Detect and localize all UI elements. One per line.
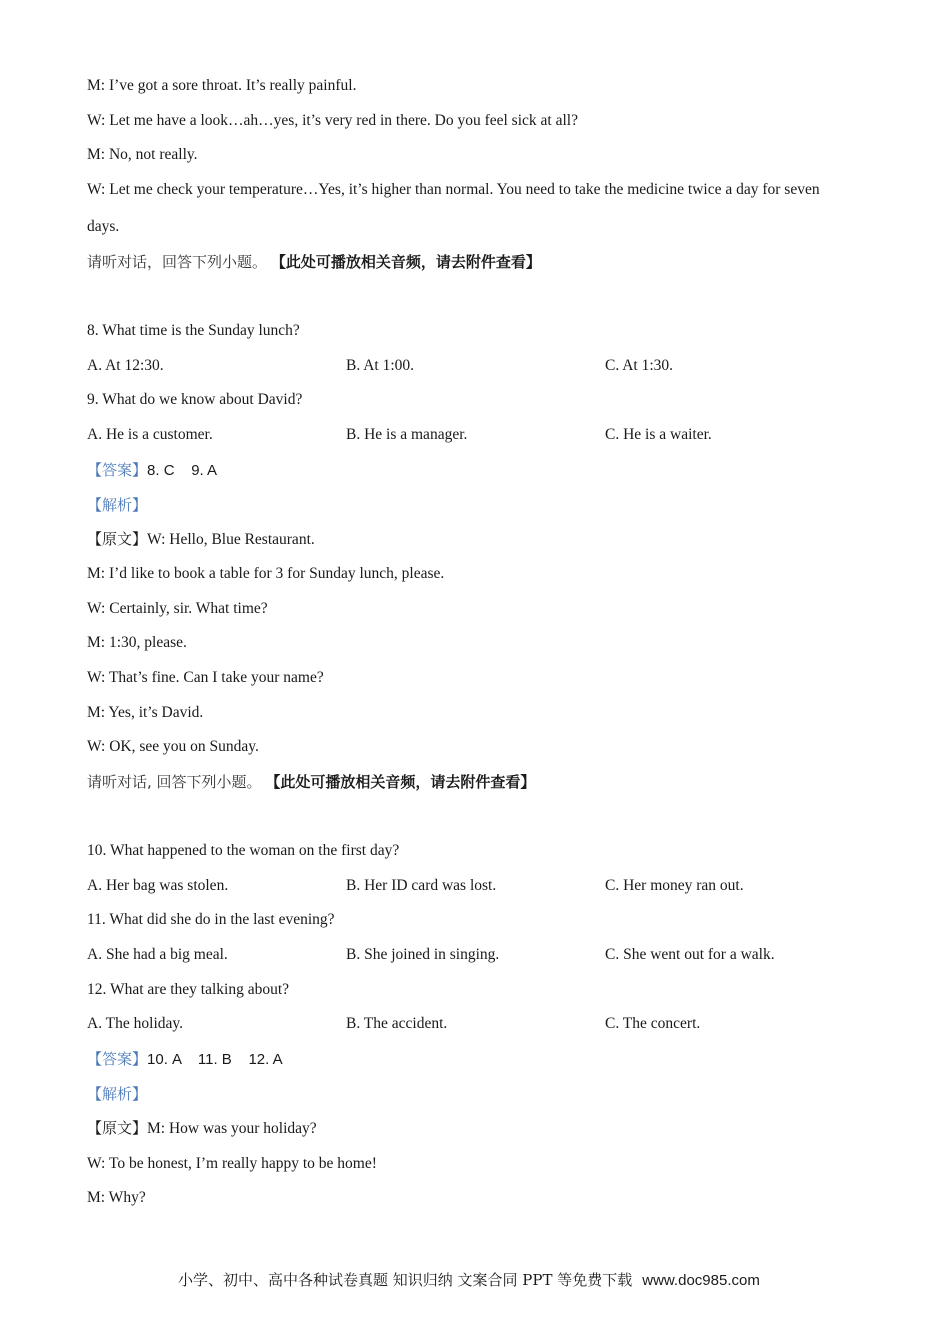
dialogue-line: W: That’s fine. Can I take your name?	[87, 669, 324, 686]
page-footer	[178, 1270, 760, 1291]
dialogue-line: W: Let me check your temperature…Yes, it’s higher than normal. You need to take the medicine twice a day for seven days.	[87, 181, 820, 235]
question-8: 8. What time is the Sunday lunch?	[87, 322, 300, 339]
option-b: B. The accident.	[346, 1015, 448, 1032]
footer-text: 小学、初中、高中各种试卷真题 知识归纳 文案合同 PPT 等免费下载	[178, 1271, 633, 1289]
option-c: C. She went out for a walk.	[605, 946, 775, 963]
analysis-tag: 【解析】	[87, 496, 148, 514]
dialogue-line: W: Let me have a look…ah…yes, it’s very red in there. Do you feel sick at all?	[87, 112, 578, 129]
dialogue-line: W: OK, see you on Sunday.	[87, 738, 259, 755]
question-9: 9. What do we know about David?	[87, 391, 303, 408]
audio-note: 【此处可播放相关音频，请去附件查看】	[270, 253, 541, 271]
dialogue-line: W: To be honest, I’m really happy to be home!	[87, 1155, 377, 1172]
dialogue-line: M: I’d like to book a table for 3 for Sunday lunch, please.	[87, 565, 445, 582]
instruction-text: 请听对话，回答下列小题。	[87, 253, 268, 271]
question-12: 12. What are they talking about?	[87, 981, 290, 998]
option-a: A. She had a big meal.	[87, 946, 228, 963]
audio-note: 【此处可播放相关音频，请去附件查看】	[265, 773, 536, 791]
option-b: B. Her ID card was lost.	[346, 877, 497, 894]
dialogue-line: M: I’ve got a sore throat. It’s really painful.	[87, 77, 357, 94]
option-a: A. The holiday.	[87, 1015, 183, 1032]
dialogue-line: M: Why?	[87, 1189, 146, 1206]
instruction	[87, 772, 535, 793]
footer-url[interactable]: www.doc985.com	[642, 1272, 760, 1289]
answer-line	[87, 1049, 283, 1070]
option-b: B. She joined in singing.	[346, 946, 500, 963]
option-a: A. He is a customer.	[87, 426, 213, 443]
answer-tag: 【答案】	[87, 461, 148, 479]
answer-value: 8. C 9. A	[147, 462, 218, 479]
answer-line	[87, 460, 217, 481]
dialogue-line: 【原文】M: How was your holiday?	[87, 1119, 317, 1137]
question-10: 10. What happened to the woman on the first day?	[87, 842, 400, 859]
dialogue-line: M: Yes, it’s David.	[87, 704, 204, 721]
instruction	[87, 252, 541, 273]
dialogue-line: M: No, not really.	[87, 146, 198, 163]
option-c: C. The concert.	[605, 1015, 701, 1032]
analysis-tag: 【解析】	[87, 1085, 148, 1103]
option-b: B. He is a manager.	[346, 426, 468, 443]
original-tag: 【原文】	[87, 1119, 148, 1137]
question-11: 11. What did she do in the last evening?	[87, 911, 335, 928]
dialogue-line: M: 1:30, please.	[87, 634, 187, 651]
option-b: B. At 1:00.	[346, 357, 415, 374]
answer-tag: 【答案】	[87, 1050, 148, 1068]
dialogue-line: 【原文】W: Hello, Blue Restaurant.	[87, 530, 315, 548]
original-tag: 【原文】	[87, 530, 148, 548]
option-c: C. He is a waiter.	[605, 426, 712, 443]
answer-value: 10. A 11. B 12. A	[147, 1051, 283, 1068]
option-a: A. At 12:30.	[87, 357, 164, 374]
option-c: C. At 1:30.	[605, 357, 674, 374]
option-c: C. Her money ran out.	[605, 877, 744, 894]
option-a: A. Her bag was stolen.	[87, 877, 229, 894]
instruction-text: 请听对话, 回答下列小题。	[87, 773, 262, 791]
dialogue-line: W: Certainly, sir. What time?	[87, 600, 268, 617]
